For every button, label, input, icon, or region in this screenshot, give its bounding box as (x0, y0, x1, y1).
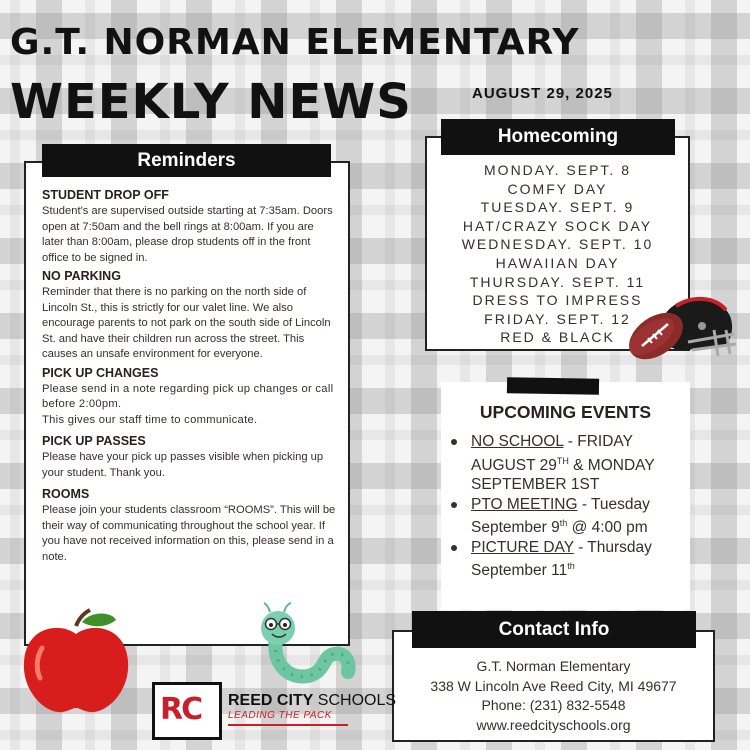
apple-icon (20, 608, 132, 716)
reminder-text: Reminder that there is no parking on the north side of Lincoln St., this is strictly for our valet line. We also encourage parents to not park on the south side of Lincoln St. and have their children run across the street. This causes an unsafe environment for everyone. (42, 286, 331, 360)
reminder-text: Please join your students classroom “ROOMS”. This will be their way of communicating throughout the school year. If you have not received information on this, please send in a note. (42, 504, 336, 563)
event-detail: - Tuesday September 9 (471, 495, 650, 537)
logo-name-rest: SCHOOLS (313, 692, 397, 709)
reed-city-logo-tagline: LEADING THE PACK (228, 710, 332, 721)
bullet (451, 439, 457, 445)
reminders-title: Reminders (42, 144, 331, 177)
event-label: PICTURE DAY (471, 538, 574, 556)
event-detail: - Thursday September 11 (471, 538, 652, 580)
reed-city-logo-monogram: RC (160, 692, 202, 727)
reminder-heading: PICK UP CHANGES (42, 365, 159, 380)
reminder-text: Please send in a note regarding pick up changes or call before 2:00pm. (42, 382, 334, 410)
event-detail: & MONDAY SEPTEMBER 1ST (471, 456, 655, 494)
contact-title: Contact Info (412, 611, 696, 648)
upcoming-events-title: UPCOMING EVENTS (479, 402, 652, 422)
contact-details (392, 657, 715, 735)
homecoming-line: MONDAY. SEPT. 8 (484, 162, 631, 178)
homecoming-line: COMFY DAY (507, 180, 608, 197)
logo-name-bold: REED CITY (228, 692, 314, 709)
homecoming-line: FRIDAY. SEPT. 12 (484, 310, 631, 327)
homecoming-title: Homecoming (441, 119, 675, 155)
newsletter-title: WEEKLY NEWS (10, 74, 412, 130)
event-detail: - FRIDAY AUGUST 29 (471, 433, 633, 474)
reminder-heading: STUDENT DROP OFF (42, 188, 169, 202)
reminder-heading: PICK UP PASSES (42, 434, 146, 448)
reminder-text: Please have your pick up passes visible when picking up your student. Thank you. (42, 451, 324, 479)
newsletter-school-name: G.T. NORMAN ELEMENTARY (10, 22, 580, 63)
upcoming-events-list (449, 432, 687, 581)
contact-phone: Phone: (231) 832-5548 (481, 697, 626, 713)
event-ordinal: th (567, 561, 575, 572)
homecoming-line: THURSDAY. SEPT. 11 (469, 273, 646, 290)
event-ordinal: TH (556, 455, 569, 466)
contact-school-name: G.T. Norman Elementary (476, 658, 631, 674)
football-icon (622, 304, 692, 366)
bullet (451, 502, 457, 508)
newsletter-date: AUGUST 29, 2025 (472, 85, 613, 102)
contact-address: 338 W Lincoln Ave Reed City, MI 49677 (430, 677, 677, 694)
reminder-heading: NO PARKING (42, 269, 121, 283)
reed-city-logo-name (228, 692, 396, 710)
event-label: NO SCHOOL (471, 433, 564, 450)
homecoming-line: HAWAIIAN DAY (495, 254, 620, 271)
event-label: PTO MEETING (471, 495, 578, 513)
event-item (449, 538, 687, 581)
event-ordinal: th (559, 518, 568, 529)
contact-website[interactable]: www.reedcityschools.org (476, 716, 631, 733)
logo-underline (228, 724, 348, 726)
homecoming-line: WEDNESDAY. SEPT. 10 (461, 236, 654, 253)
tape-strip (507, 377, 599, 395)
reminders-content (42, 188, 338, 568)
bullet (451, 545, 457, 551)
reminder-text: This gives our staff time to communicate. (42, 413, 258, 426)
event-detail: @ 4:00 pm (567, 519, 648, 537)
bookworm-icon (256, 600, 356, 684)
homecoming-line: RED & BLACK (500, 329, 615, 346)
event-item (449, 432, 687, 495)
reminder-text: Student's are supervised outside starting at 7:35am. Doors open at 7:50am and the bell rings at 8:00am. If you are later than 8:00am, please drop students off in the front office to be signed in. (42, 205, 333, 264)
reminder-heading: ROOMS (42, 487, 90, 501)
homecoming-line: HAT/CRAZY SOCK DAY (462, 217, 653, 234)
event-item (449, 495, 687, 538)
homecoming-line: TUESDAY. SEPT. 9 (480, 199, 635, 216)
homecoming-line: DRESS TO IMPRESS (472, 292, 643, 309)
